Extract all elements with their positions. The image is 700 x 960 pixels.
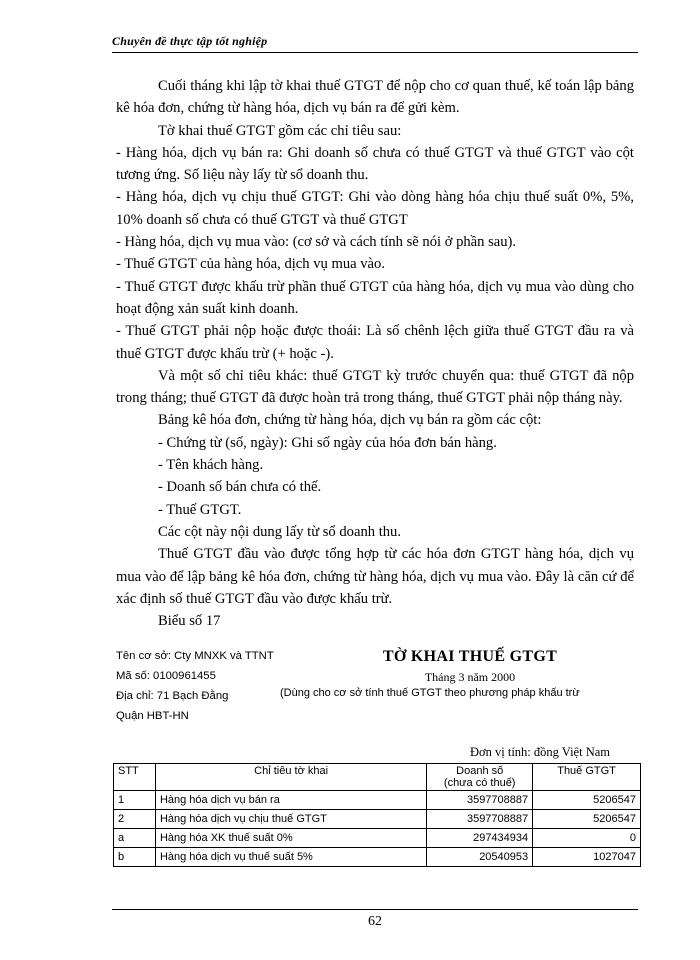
form-note: (Dùng cho cơ sở tính thuế GTGT theo phương pháp khấu trừ xyxy=(280,687,580,699)
cell-vat: 0 xyxy=(533,829,641,848)
cell-revenue: 297434934 xyxy=(427,829,533,848)
cell-stt: 2 xyxy=(114,810,156,829)
body-paragraph: - Thuế GTGT. xyxy=(158,501,242,518)
cell-revenue: 20540953 xyxy=(427,848,533,867)
tax-declaration-table xyxy=(113,763,641,867)
body-paragraph: Cuối tháng khi lập tờ khai thuế GTGT để nộp cho cơ quan thuế, kế toán lập bảng kê hóa đơn, chứng từ hàng hóa, dịch vụ bán ra để gửi kèm. xyxy=(116,78,634,117)
table-header-row xyxy=(114,764,641,791)
cell-vat: 5206547 xyxy=(533,791,641,810)
body-paragraph: Thuế GTGT đầu vào được tổng hợp từ các hóa đơn GTGT hàng hóa, dịch vụ mua vào để lập bảng kê hóa đơn, chứng từ hàng hóa, dịch vụ mua vào. Đây là căn cứ để xác định số thuế GTGT đầu vào được khấu trừ. xyxy=(116,546,634,607)
body-paragraph: - Hàng hóa, dịch vụ chịu thuế GTGT: Ghi vào dòng hàng hóa chịu thuế suất 0%, 5%, 10% doanh số chưa có thuế GTGT và thuế GTGT xyxy=(116,189,634,228)
header-divider xyxy=(112,52,638,53)
page-header-title: Chuyên đề thực tập tốt nghiệp xyxy=(112,34,268,48)
form-title: TỜ KHAI THUẾ GTGT xyxy=(382,648,558,665)
org-district: Quận HBT-HN xyxy=(116,710,189,722)
body-paragraph: - Hàng hóa, dịch vụ bán ra: Ghi doanh số chưa có thuế GTGT và thuế GTGT vào cột tương ứng. Số liệu này lấy từ sổ doanh thu. xyxy=(116,144,634,184)
header-revenue xyxy=(427,764,533,791)
body-text xyxy=(116,75,634,632)
org-name: Tên cơ sở: Cty MNXK và TTNT xyxy=(116,650,274,662)
table-row xyxy=(114,848,641,867)
table-row xyxy=(114,810,641,829)
cell-revenue: 3597708887 xyxy=(427,810,533,829)
table-row xyxy=(114,791,641,810)
header-item: Chỉ tiêu tờ khai xyxy=(155,764,426,791)
currency-unit: Đơn vị tính: đồng Việt Nam xyxy=(470,745,610,759)
table-row xyxy=(114,829,641,848)
cell-vat: 1027047 xyxy=(533,848,641,867)
header-revenue-line1: Doanh số xyxy=(456,765,504,777)
cell-item: Hàng hóa dịch vụ thuế suất 5% xyxy=(155,848,426,867)
body-paragraph: - Hàng hóa, dịch vụ mua vào: (cơ sở và cách tính sẽ nói ở phần sau). xyxy=(116,234,517,251)
body-paragraph: - Chứng từ (số, ngày): Ghi số ngày của hóa đơn bán hàng. xyxy=(158,434,497,451)
cell-item: Hàng hóa dịch vụ chịu thuế GTGT xyxy=(155,810,426,829)
org-address: Địa chỉ: 71 Bạch Đằng xyxy=(116,690,229,702)
body-paragraph: Và một số chỉ tiêu khác: thuế GTGT kỳ trước chuyển qua: thuế GTGT đã nộp trong tháng; thuế GTGT đã được hoàn trả trong tháng, thuế GTGT phải nộp tháng này. xyxy=(116,367,634,407)
cell-stt: a xyxy=(114,829,156,848)
header-revenue-line2: (chưa có thuế) xyxy=(443,777,516,789)
org-info xyxy=(116,646,274,726)
cell-revenue: 3597708887 xyxy=(427,791,533,810)
body-paragraph: - Thuế GTGT được khấu trừ phần thuế GTGT của hàng hóa, dịch vụ mua vào dùng cho hoạt động xản suất kinh doanh. xyxy=(116,278,634,317)
cell-vat: 5206547 xyxy=(533,810,641,829)
body-paragraph: - Thuế GTGT của hàng hóa, dịch vụ mua vào. xyxy=(116,256,385,273)
header-stt: STT xyxy=(114,764,156,791)
cell-item: Hàng hóa dịch vụ bán ra xyxy=(155,791,426,810)
footer-divider xyxy=(112,909,638,910)
body-paragraph: Các cột này nội dung lấy từ sổ doanh thu. xyxy=(158,523,401,540)
tax-code: Mã số: 0100961455 xyxy=(116,670,216,682)
body-paragraph: Biểu số 17 xyxy=(158,613,221,630)
header-vat: Thuế GTGT xyxy=(533,764,641,791)
body-paragraph: - Doanh số bán chưa có thế. xyxy=(158,479,322,496)
body-paragraph: - Tên khách hàng. xyxy=(158,457,264,474)
body-paragraph: Bảng kê hóa đơn, chứng từ hàng hóa, dịch vụ bán ra gồm các cột: xyxy=(158,412,542,429)
cell-item: Hàng hóa XK thuế suất 0% xyxy=(155,829,426,848)
body-paragraph: Tờ khai thuế GTGT gồm các chỉ tiêu sau: xyxy=(158,122,402,139)
cell-stt: b xyxy=(114,848,156,867)
body-paragraph: - Thuế GTGT phải nộp hoặc được thoái: Là số chênh lệch giữa thuế GTGT đầu ra và thuế GTGT được khấu trừ (+ hoặc -). xyxy=(116,323,634,362)
page-number: 62 xyxy=(368,914,382,929)
form-date: Tháng 3 năm 2000 xyxy=(424,670,516,684)
cell-stt: 1 xyxy=(114,791,156,810)
